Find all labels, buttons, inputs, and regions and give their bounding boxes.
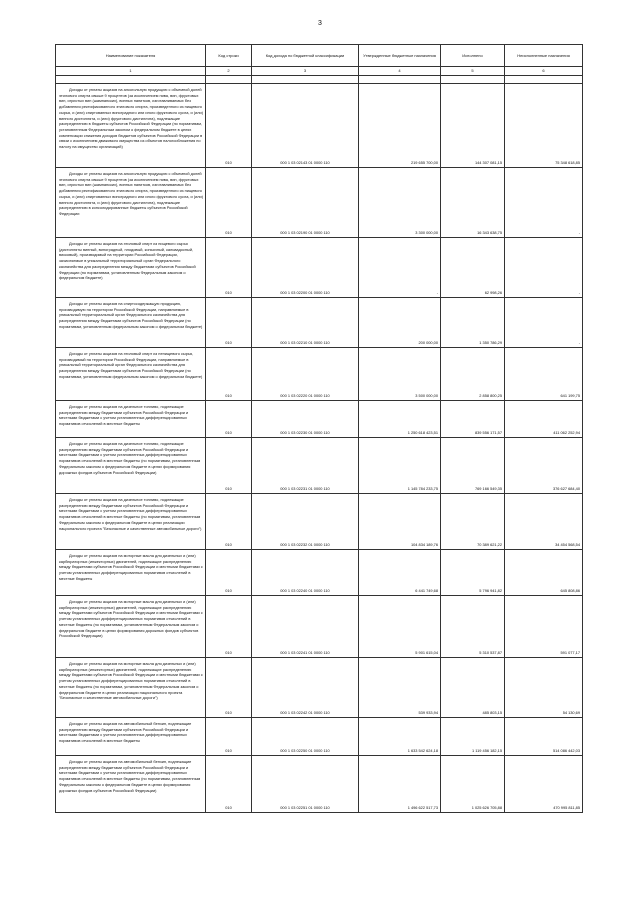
column-index: 3 (252, 67, 359, 76)
table-row (56, 494, 583, 550)
row-unexecuted-value: 376 627 684,40 (505, 438, 583, 494)
row-executed-value: 839 556 171,57 (441, 401, 505, 438)
row-executed-value: 70 389 621,22 (441, 494, 505, 550)
row-classification-code: 000 1 03 02242 01 0000 110 (252, 658, 359, 718)
row-description: Доходы от уплаты акцизов на автомобильный бензин, подлежащие распределению между бюджетами субъектов Российской Федерации и местными бюджетами с учетом установленных дифференцированных нормативов отчислений в местные бюджеты (по нормативам, установленным Федеральным законом о федеральном бюджете в целях формирования дорожных фондов субъектов Российской Федерации) (56, 756, 206, 813)
row-executed-value: 5 310 537,87 (441, 596, 505, 658)
row-classification-code: 000 1 03 02230 01 0000 110 (252, 401, 359, 438)
row-approved-value: 3 500 000,00 (359, 348, 441, 401)
table-row (56, 168, 583, 238)
row-unexecuted-value: 34 454 568,54 (505, 494, 583, 550)
page-number: 3 (318, 20, 322, 27)
row-description: Доходы от уплаты акцизов на этиловый спирт из непищевого сырья, производимый на территории Российской Федерации, направляемые в уникальный территориальный орган Федерального казначейства для распределения между бюджетами субъектов Российской Федерации (по нормативам, установленным федеральным законом о федеральном бюджете) (56, 348, 206, 401)
column-index-row (56, 67, 583, 76)
table-row (56, 658, 583, 718)
row-executed-value: 62 998,26 (441, 238, 505, 298)
column-index: 4 (359, 67, 441, 76)
row-description: Доходы от уплаты акцизов на алкогольную продукцию с объемной долей этилового спирта свыше 9 процентов (за исключением пива, вин, фруктовых вин, игристых вин (шампанских), винных напитков, изготавливаемых без добавления ректификованного этилового спирта, произведенного из пищевого сырья, и (или) спиртованных виноградного или иного фруктового сусла, и (или) винного дистиллята, и (или) фруктового дистиллята), подлежащие распределению в консолидированные бюджеты субъектов Российской Федерации (56, 168, 206, 238)
row-description: Доходы от уплаты акцизов на спиртосодержащую продукцию, производимую на территории Российской Федерации, направляемые в уникальный территориальный орган Федерального казначейства для распределения между бюджетами субъектов Российской Федерации (по нормативам, установленным федеральным законом о федеральном бюджете) (56, 298, 206, 348)
row-description: Доходы от уплаты акцизов на автомобильный бензин, подлежащие распределению между бюджетами субъектов Российской Федерации и местными бюджетами с учетом установленных дифференцированных нормативов отчислений в местные бюджеты (56, 718, 206, 756)
row-unexecuted-value: 591 077,17 (505, 596, 583, 658)
row-classification-code: 000 1 03 02220 01 0000 110 (252, 348, 359, 401)
header-row (56, 45, 583, 67)
row-description: Доходы от уплаты акцизов на алкогольную продукцию с объемной долей этилового спирта свыше 9 процентов (за исключением пива, вин, фруктовых вин, игристых вин (шампанских), винных напитков, изготавливаемых без добавления ректификованного этилового спирта, произведенного из пищевого сырья, и (или) спиртованных виноградного или иного фруктового сусла, и (или) винного дистиллята, и (или) фруктового дистиллята), подлежащие распределению в бюджеты субъектов Российской Федерации (по нормативам, установленным Федеральным законом о федеральном бюджете в целях компенсации снижения доходов бюджетов субъектов Российской Федерации в связи с исключением движимого имущества из объектов налогообложения по налогу на имущество организаций) (56, 84, 206, 168)
row-unexecuted-value: 645 808,86 (505, 550, 583, 596)
row-approved-value: 539 933,94 (359, 658, 441, 718)
column-index: 6 (505, 67, 583, 76)
row-classification-code: 000 1 03 02241 01 0000 110 (252, 596, 359, 658)
row-approved-value: 200 000,00 (359, 298, 441, 348)
row-line-code: 010 (206, 658, 252, 718)
row-approved-value: 219 655 700,00 (359, 84, 441, 168)
table-row (56, 401, 583, 438)
row-classification-code: 000 1 03 02251 01 0000 110 (252, 756, 359, 813)
row-unexecuted-value: 75 348 618,85 (505, 84, 583, 168)
table-row (56, 348, 583, 401)
row-line-code: 010 (206, 298, 252, 348)
row-executed-value: 2 858 800,25 (441, 348, 505, 401)
row-unexecuted-value: - (505, 168, 583, 238)
row-executed-value: 769 166 549,35 (441, 438, 505, 494)
header-budget-classification-code: Код дохода по бюджетной классификации (252, 45, 359, 67)
row-line-code: 010 (206, 168, 252, 238)
column-index: 2 (206, 67, 252, 76)
row-approved-value: 6 441 749,68 (359, 550, 441, 596)
row-approved-value: 1 496 622 517,73 (359, 756, 441, 813)
row-classification-code: 000 1 03 02250 01 0000 110 (252, 718, 359, 756)
row-classification-code: 000 1 03 02240 01 0000 110 (252, 550, 359, 596)
table-row (56, 238, 583, 298)
spacer-row (56, 76, 583, 84)
row-description: Доходы от уплаты акцизов на моторные масла для дизельных и (или) карбюраторных (инжекторных) двигателей, подлежащие распределению между бюджетами субъектов Российской Федерации и местными бюджетами с учетом установленных дифференцированных нормативов отчислений в местные бюджеты (по нормативам, установленным Федеральным законом о федеральном бюджете в целях формирования дорожных фондов субъектов Российской Федерации) (56, 596, 206, 658)
row-unexecuted-value: - (505, 238, 583, 298)
table-row (56, 84, 583, 168)
row-line-code: 010 (206, 348, 252, 401)
row-approved-value: 3 300 000,00 (359, 168, 441, 238)
row-line-code: 010 (206, 438, 252, 494)
row-executed-value: 485 803,15 (441, 658, 505, 718)
row-approved-value: 1 633 542 624,18 (359, 718, 441, 756)
row-executed-value: 1 119 456 182,15 (441, 718, 505, 756)
row-classification-code: 000 1 03 02200 01 0000 110 (252, 238, 359, 298)
row-unexecuted-value: - (505, 298, 583, 348)
row-executed-value: 5 796 941,82 (441, 550, 505, 596)
table-row (56, 550, 583, 596)
row-unexecuted-value: 514 086 442,03 (505, 718, 583, 756)
table-row (56, 596, 583, 658)
row-executed-value: 1 350 786,29 (441, 298, 505, 348)
row-line-code: 010 (206, 84, 252, 168)
table-row (56, 756, 583, 813)
table-row (56, 438, 583, 494)
header-approved: Утвержденные бюджетные назначения (359, 45, 441, 67)
header-executed: Исполнено (441, 45, 505, 67)
row-unexecuted-value: 54 130,69 (505, 658, 583, 718)
row-unexecuted-value: 641 199,75 (505, 348, 583, 401)
column-index: 1 (56, 67, 206, 76)
row-line-code: 010 (206, 718, 252, 756)
row-approved-value: 5 901 615,04 (359, 596, 441, 658)
row-classification-code: 000 1 03 02143 01 0000 110 (252, 84, 359, 168)
row-description: Доходы от уплаты акцизов на дизельное топливо, подлежащие распределению между бюджетами субъектов Российской Федерации и местными бюджетами с учетом установленных дифференцированных нормативов отчислений в местные бюджеты (56, 401, 206, 438)
row-line-code: 010 (206, 494, 252, 550)
row-unexecuted-value: 470 995 811,85 (505, 756, 583, 813)
budget-execution-table (55, 44, 583, 813)
column-index: 5 (441, 67, 505, 76)
row-executed-value: 16 343 638,75 (441, 168, 505, 238)
row-executed-value: 144 307 081,15 (441, 84, 505, 168)
row-description: Доходы от уплаты акцизов на моторные масла для дизельных и (или) карбюраторных (инжекторных) двигателей, подлежащие распределению между бюджетами субъектов Российской Федерации и местными бюджетами с учетом установленных дифференцированных нормативов отчислений в местные бюджеты (по нормативам, установленным Федеральным законом о федеральном бюджете в целях реализации национального проекта "Безопасные и качественные автомобильные дороги") (56, 658, 206, 718)
row-classification-code: 000 1 03 02231 01 0000 110 (252, 438, 359, 494)
header-line-code: Код строки (206, 45, 252, 67)
row-line-code: 010 (206, 238, 252, 298)
header-unexecuted: Неисполненные назначения (505, 45, 583, 67)
row-description: Доходы от уплаты акцизов на моторные масла для дизельных и (или) карбюраторных (инжекторных) двигателей, подлежащие распределению между бюджетами субъектов Российской Федерации и местными бюджетами с учетом установленных дифференцированных нормативов отчислений в местные бюджеты (56, 550, 206, 596)
row-line-code: 010 (206, 401, 252, 438)
table-row (56, 718, 583, 756)
row-approved-value: 1 145 784 233,75 (359, 438, 441, 494)
row-classification-code: 000 1 03 02232 01 0000 110 (252, 494, 359, 550)
row-executed-value: 1 025 626 705,88 (441, 756, 505, 813)
row-approved-value: - (359, 238, 441, 298)
row-classification-code: 000 1 03 02190 01 0000 110 (252, 168, 359, 238)
row-approved-value: 1 250 618 423,51 (359, 401, 441, 438)
header-indicator-name: Наименование показателя (56, 45, 206, 67)
row-approved-value: 104 834 189,76 (359, 494, 441, 550)
row-unexecuted-value: 411 062 252,94 (505, 401, 583, 438)
table-row (56, 298, 583, 348)
row-description: Доходы от уплаты акцизов на дизельное топливо, подлежащие распределению между бюджетами субъектов Российской Федерации и местными бюджетами с учетом установленных дифференцированных нормативов отчислений в местные бюджеты (по нормативам, установленным Федеральным законом о федеральном бюджете в целях формирования дорожных фондов субъектов Российской Федерации) (56, 438, 206, 494)
row-line-code: 010 (206, 596, 252, 658)
row-line-code: 010 (206, 550, 252, 596)
row-description: Доходы от уплаты акцизов на дизельное топливо, подлежащие распределению между бюджетами субъектов Российской Федерации и местными бюджетами с учетом установленных дифференцированных нормативов отчислений в местные бюджеты (по нормативам, установленным Федеральным законом о федеральном бюджете в целях реализации национального проекта "Безопасные и качественные автомобильные дороги") (56, 494, 206, 550)
row-line-code: 010 (206, 756, 252, 813)
row-classification-code: 000 1 03 02210 01 0000 110 (252, 298, 359, 348)
row-description: Доходы от уплаты акцизов на этиловый спирт из пищевого сырья (дистилляты винный, виноградный, плодовый, коньячный, кальвадосный, висковый), производимый на территории Российской Федерации, зачисляемые в уникальный территориальный орган Федерального казначейства для распределения между бюджетами субъектов Российской Федерации (по нормативам, установленным Федеральным законом о федеральном бюджете) (56, 238, 206, 298)
